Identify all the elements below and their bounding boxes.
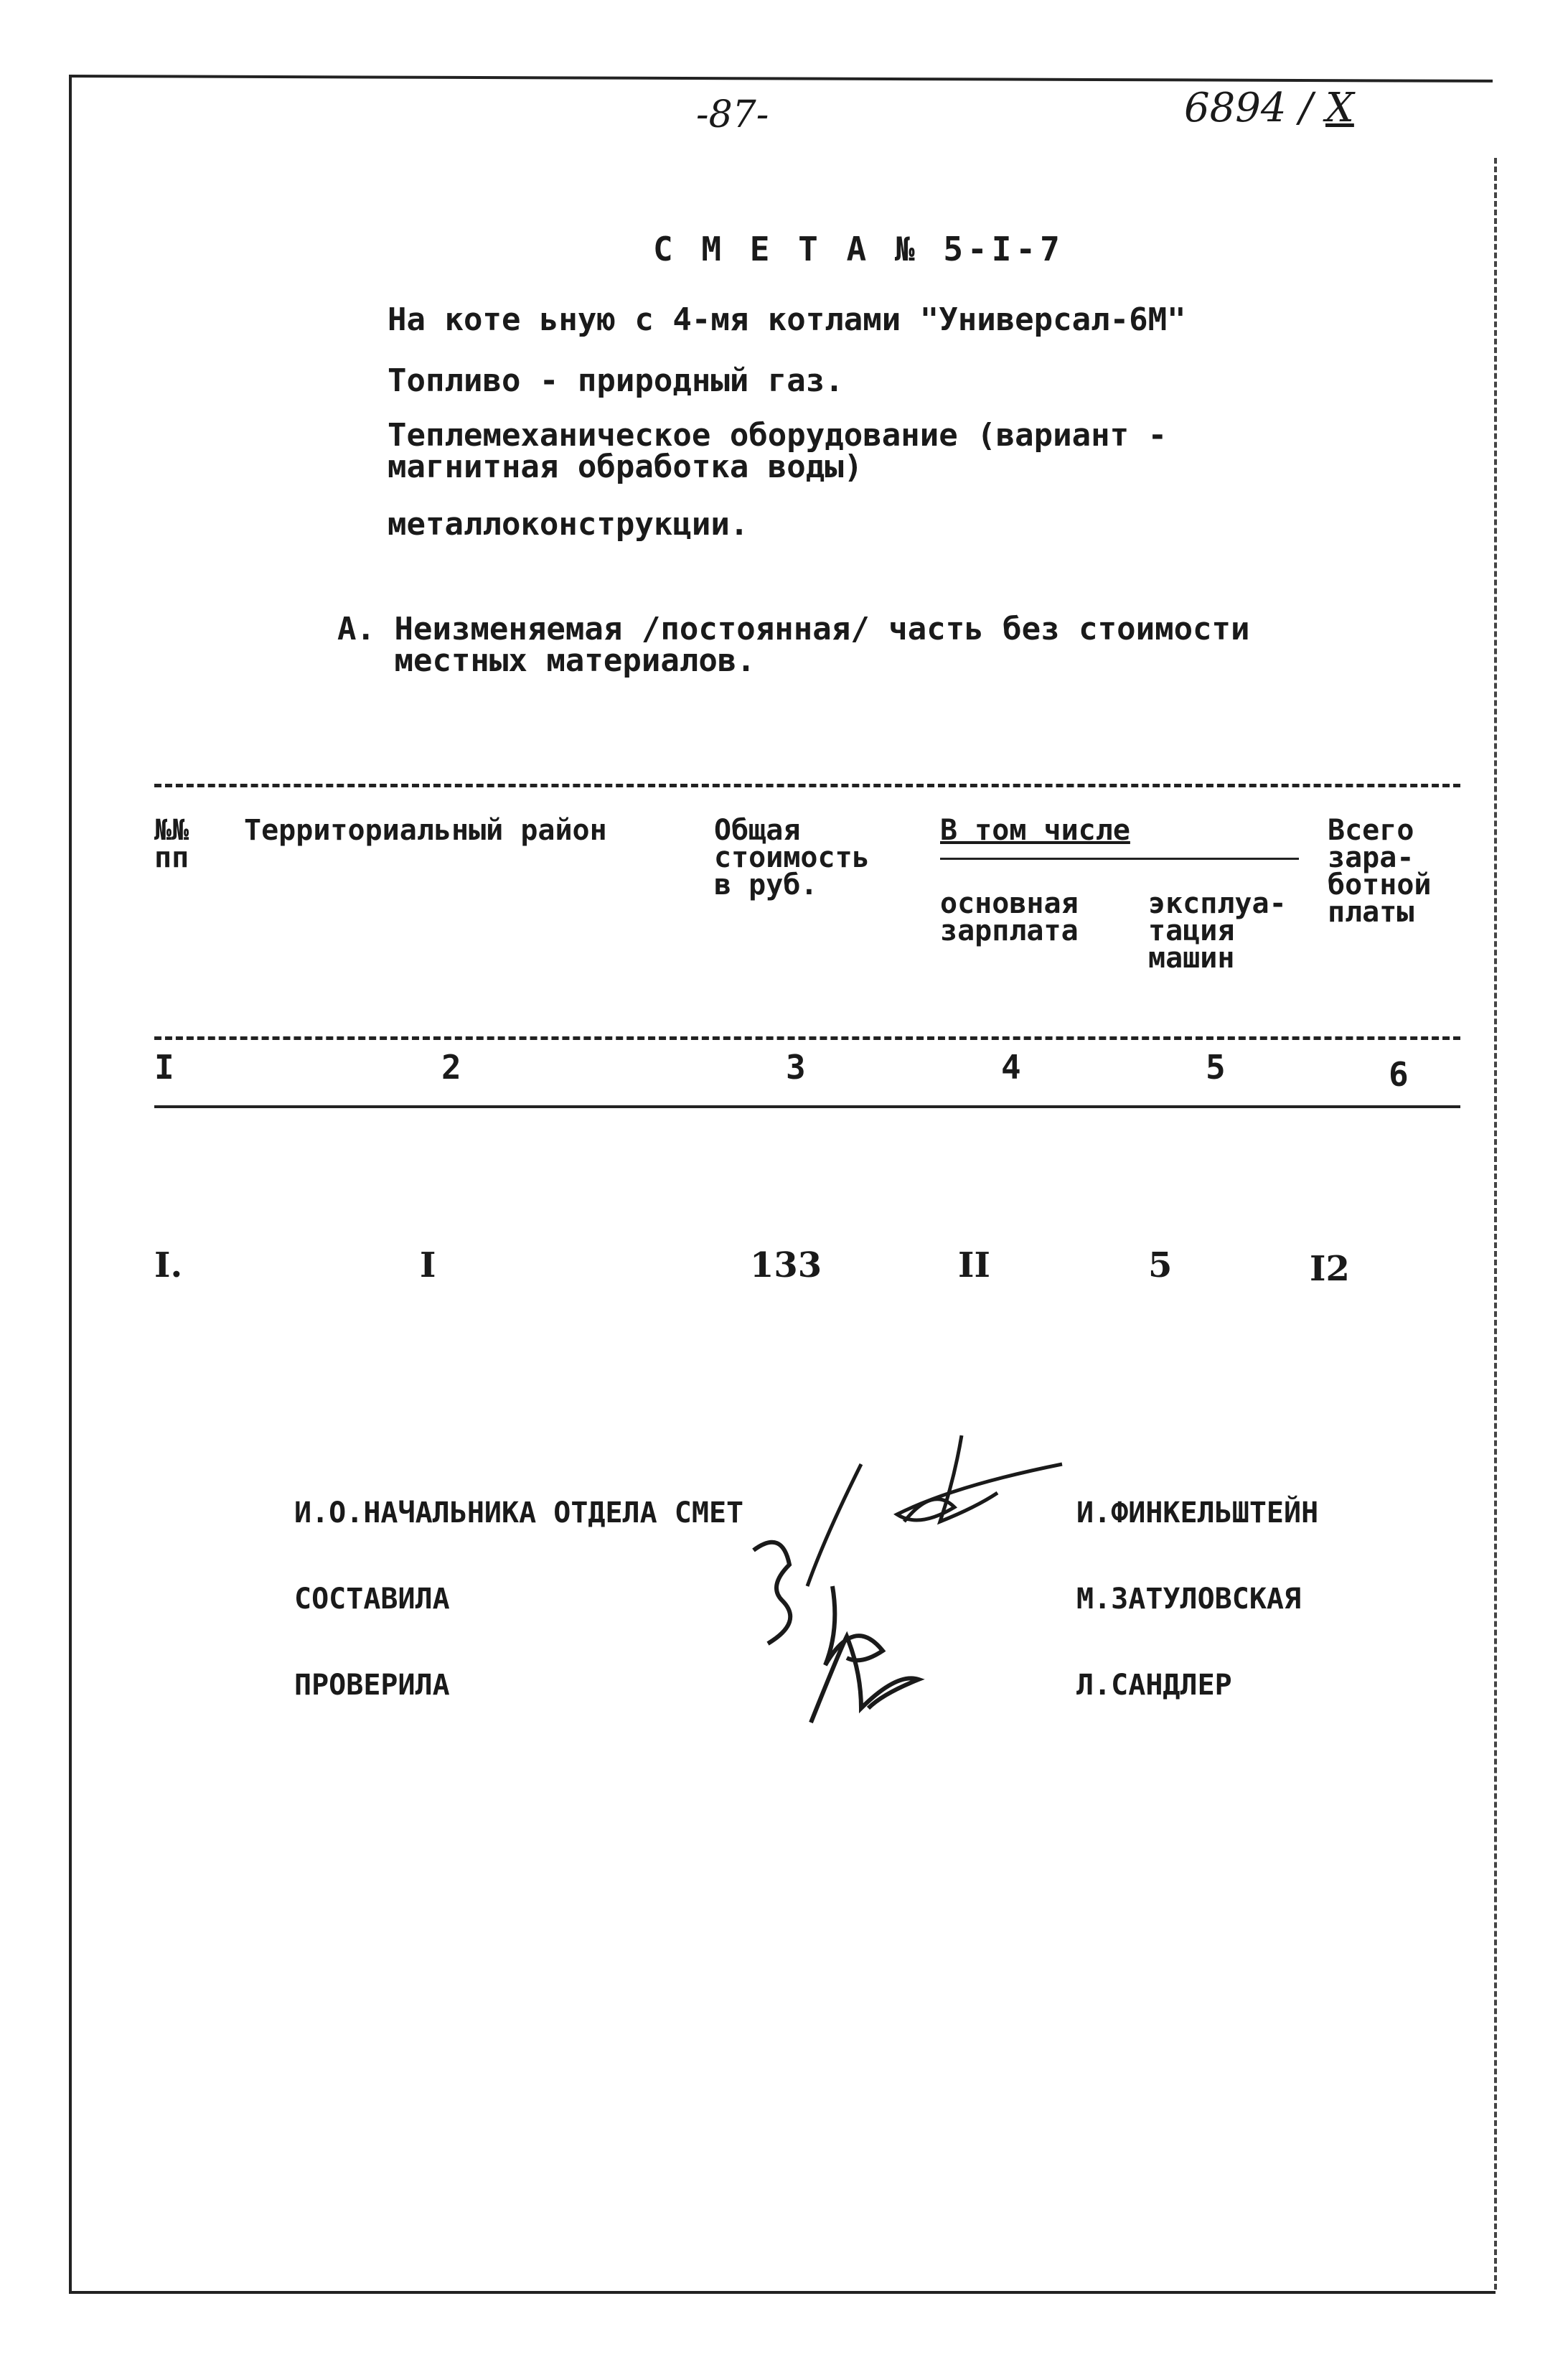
group-underline (940, 858, 1299, 860)
column-number-3: 3 (786, 1048, 806, 1087)
cell-total-cost: 133 (750, 1245, 822, 1285)
signature-name-checked: Л.САНДЛЕР (1076, 1669, 1232, 1702)
reference-number: 6894 / X (1184, 85, 1354, 131)
page-frame-top (69, 75, 1493, 83)
page-frame-right (1494, 158, 1497, 2290)
header-territorial-region: Территориальный район (244, 814, 607, 847)
signature-stroke-2 (897, 1464, 1062, 1522)
column-number-1: І (154, 1048, 174, 1087)
reference-suffix: X (1325, 85, 1354, 131)
cell-machine-operation: 5 (1148, 1245, 1173, 1285)
table-top-rule (154, 784, 1460, 787)
page-number: -87- (696, 93, 769, 136)
header-machine-operation: эксплуа- тация машин (1148, 887, 1287, 975)
signature-stroke-6 (811, 1636, 919, 1723)
cell-row-number: І. (154, 1245, 183, 1285)
signature-role-compiled: СОСТАВИЛА (294, 1583, 450, 1616)
signature-name-head: И.ФИНКЕЛЬШТЕЙН (1076, 1496, 1319, 1529)
column-number-2: 2 (441, 1048, 461, 1087)
signature-name-compiled: М.ЗАТУЛОВСКАЯ (1076, 1583, 1302, 1616)
description-line-1: На коте ьную с 4-мя котлами "Универсал-6М" (388, 301, 1186, 338)
reference-number-main: 6894 (1184, 85, 1287, 131)
header-total-wages: Всего зара- ботной платы (1328, 814, 1432, 929)
cell-base-salary: ІІ (958, 1245, 990, 1285)
column-number-5: 5 (1206, 1048, 1226, 1087)
column-number-6: 6 (1389, 1055, 1409, 1094)
table-column-numbers-rule (154, 1105, 1460, 1108)
cell-total-wages: І2 (1310, 1249, 1350, 1289)
column-number-4: 4 (1001, 1048, 1021, 1087)
signature-role-checked: ПРОВЕРИЛА (294, 1669, 450, 1702)
header-including-group: В том числе (940, 814, 1130, 847)
description-line-3: Теплемеханическое оборудование (вариант - магнитная обработка воды) (388, 417, 1168, 485)
signature-stroke-4 (754, 1542, 790, 1644)
cell-region: І (420, 1245, 436, 1285)
header-row-number: №№ пп (154, 814, 189, 874)
signature-stroke-1 (807, 1464, 861, 1586)
header-total-cost: Общая стоимость в руб. (714, 814, 870, 901)
description-line-4: металлоконструкции. (388, 506, 749, 543)
header-base-salary: основная зарплата (940, 887, 1079, 947)
description-line-2: Топливо - природный газ. (388, 362, 844, 399)
page-frame-bottom (69, 2291, 1496, 2294)
handwritten-signatures (739, 1421, 1084, 1737)
signature-role-head: И.О.НАЧАЛЬНИКА ОТДЕЛА СМЕТ (294, 1496, 744, 1529)
table-header-rule (154, 1036, 1460, 1040)
document-title: С М Е Т А № 5-І-7 (653, 230, 1064, 268)
section-note: А. Неизменяемая /постоянная/ часть без стоимости местных материалов. (337, 611, 1250, 679)
page-frame-left (69, 75, 72, 2292)
